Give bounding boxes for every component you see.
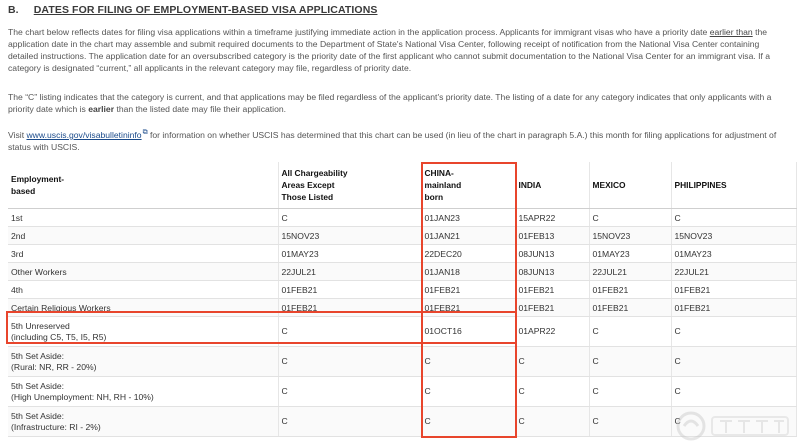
cell-category: Other Workers	[8, 263, 278, 281]
table-row	[8, 317, 796, 347]
cell-all-chargeability: C	[278, 209, 421, 227]
cell-category: 2nd	[8, 227, 278, 245]
cell-mexico: 01FEB21	[589, 281, 671, 299]
cell-all-chargeability: C	[278, 407, 421, 437]
cell-china: 01OCT16	[421, 317, 515, 347]
cell-mexico: 01MAY23	[589, 245, 671, 263]
cell-philippines: 22JUL21	[671, 263, 796, 281]
header-mexico: MEXICO	[589, 162, 671, 209]
cell-mexico: 22JUL21	[589, 263, 671, 281]
cell-india: C	[515, 347, 589, 377]
cell-mexico: 15NOV23	[589, 227, 671, 245]
cell-india: 01FEB13	[515, 227, 589, 245]
cell-category: 5th Set Aside: (Infrastructure: RI - 2%)	[8, 407, 278, 437]
cell-mexico: C	[589, 317, 671, 347]
cell-philippines: C	[671, 317, 796, 347]
table-row	[8, 263, 796, 281]
paragraph-uscis-link	[8, 127, 790, 153]
external-link-icon: ⧉	[142, 129, 148, 136]
paragraph-current-listing	[8, 91, 790, 115]
table-row	[8, 281, 796, 299]
cell-mexico: 01FEB21	[589, 299, 671, 317]
employment-visa-table	[8, 162, 797, 437]
cell-china: 22DEC20	[421, 245, 515, 263]
paragraph1-text-a: The chart below reflects dates for filing visa applications within a timeframe justifying immediate action in the application process. Applicants for immigrant visas who have a priority date	[8, 27, 710, 37]
cell-philippines: C	[671, 407, 796, 437]
cell-category: 5th Unreserved (including C5, T5, I5, R5)	[8, 317, 278, 347]
cell-philippines: 01MAY23	[671, 245, 796, 263]
table-row	[8, 227, 796, 245]
cell-india: C	[515, 407, 589, 437]
uscis-link[interactable]: www.uscis.gov/visabulletininfo	[26, 129, 142, 140]
cell-mexico: C	[589, 407, 671, 437]
paragraph1-text-b: the application date in the chart may assemble and submit required documents to the Department of State's National Visa Center, following receipt of notification from the National Visa Center containing detailed instructions. The application date for an oversubscribed category is the priority date of the first applicant who cannot submit documentation to the National Visa Center for an immigrant visa. If a category is designated “current,” all applicants in the relevant category may file, regardless of priority date.	[8, 27, 771, 73]
cell-mexico: C	[589, 377, 671, 407]
cell-all-chargeability: C	[278, 377, 421, 407]
cell-china: 01JAN23	[421, 209, 515, 227]
cell-category: 5th Set Aside: (Rural: NR, RR - 20%)	[8, 347, 278, 377]
table-row	[8, 209, 796, 227]
cell-india: C	[515, 377, 589, 407]
paragraph2-text-b: than the listed date may file their application.	[114, 104, 287, 114]
table-row	[8, 299, 796, 317]
cell-category: 4th	[8, 281, 278, 299]
table-row	[8, 245, 796, 263]
cell-india: 01APR22	[515, 317, 589, 347]
cell-china: 01FEB21	[421, 299, 515, 317]
cell-philippines: C	[671, 209, 796, 227]
cell-india: 15APR22	[515, 209, 589, 227]
section-heading	[8, 4, 377, 16]
header-philippines: PHILIPPINES	[671, 162, 796, 209]
cell-india: 01FEB21	[515, 281, 589, 299]
section-title: DATES FOR FILING OF EMPLOYMENT-BASED VISA APPLICATIONS	[33, 4, 378, 16]
cell-china: 01JAN21	[421, 227, 515, 245]
cell-all-chargeability: 15NOV23	[278, 227, 421, 245]
header-all-chargeability: All Chargeability Areas Except Those Listed	[278, 162, 421, 209]
cell-category: 5th Set Aside: (High Unemployment: NH, RH - 10%)	[8, 377, 278, 407]
cell-china: C	[421, 347, 515, 377]
section-letter: B.	[8, 4, 19, 16]
paragraph1-underline: earlier than	[709, 27, 753, 37]
table-header-row	[8, 162, 796, 209]
cell-category: 3rd	[8, 245, 278, 263]
cell-all-chargeability: C	[278, 317, 421, 347]
cell-category: 1st	[8, 209, 278, 227]
cell-china: C	[421, 377, 515, 407]
cell-all-chargeability: C	[278, 347, 421, 377]
cell-all-chargeability: 01MAY23	[278, 245, 421, 263]
header-india: INDIA	[515, 162, 589, 209]
cell-philippines: C	[671, 377, 796, 407]
cell-all-chargeability: 01FEB21	[278, 299, 421, 317]
cell-category: Certain Religious Workers	[8, 299, 278, 317]
cell-india: 08JUN13	[515, 263, 589, 281]
paragraph-filing-dates	[8, 26, 790, 74]
watermark-logo	[674, 409, 794, 443]
paragraph3-text-b: for information on whether USCIS has determined that this chart can be used (in lieu of the chart in paragraph 5.A.) this month for filing applications for adjustment of status with USCIS.	[8, 129, 777, 152]
paragraph2-text-a: The “C” listing indicates that the category is current, and that applications may be filed regardless of the applicant's priority date. The listing of a date for any category indicates that only applicants with a priority date which is	[8, 92, 772, 114]
cell-all-chargeability: 22JUL21	[278, 263, 421, 281]
paragraph2-bold: earlier	[88, 104, 115, 114]
table-row	[8, 377, 796, 407]
cell-india: 08JUN13	[515, 245, 589, 263]
cell-mexico: C	[589, 347, 671, 377]
cell-china: 01FEB21	[421, 281, 515, 299]
cell-india: 01FEB21	[515, 299, 589, 317]
cell-all-chargeability: 01FEB21	[278, 281, 421, 299]
header-employment-based: Employment- based	[8, 162, 278, 209]
header-china: CHINA- mainland born	[421, 162, 515, 209]
cell-philippines: 01FEB21	[671, 281, 796, 299]
table-row	[8, 347, 796, 377]
paragraph3-text-a: Visit	[8, 129, 27, 140]
cell-china: C	[421, 407, 515, 437]
cell-mexico: C	[589, 209, 671, 227]
cell-philippines: C	[671, 347, 796, 377]
cell-philippines: 01FEB21	[671, 299, 796, 317]
cell-china: 01JAN18	[421, 263, 515, 281]
cell-philippines: 15NOV23	[671, 227, 796, 245]
